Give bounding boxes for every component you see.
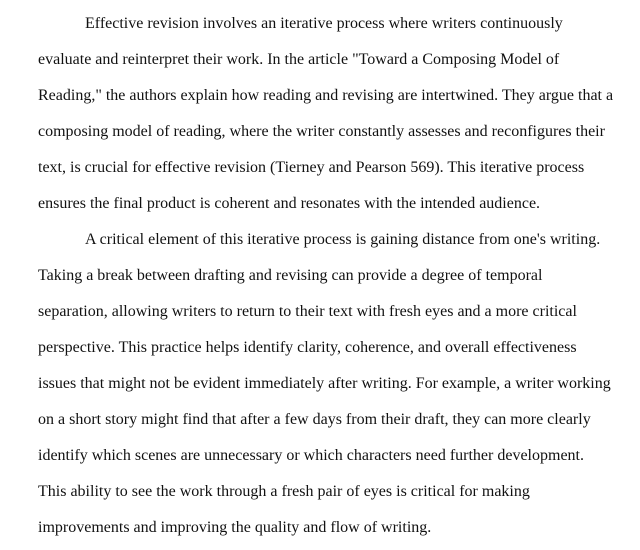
- text-line: A critical element of this iterative process is gaining distance from one's writing.: [85, 231, 601, 248]
- text-line: issues that might not be evident immediately after writing. For example, a writer working: [38, 375, 611, 392]
- text-line: text, is crucial for effective revision (Tierney and Pearson 569). This iterative process: [38, 159, 585, 176]
- text-line: This ability to see the work through a fresh pair of eyes is critical for making: [38, 483, 530, 500]
- paragraph-2: [38, 226, 634, 550]
- text-line: Effective revision involves an iterative process where writers continuously: [85, 15, 563, 32]
- text-line: separation, allowing writers to return to their text with fresh eyes and a more critical: [38, 303, 577, 320]
- paragraph-1: [38, 10, 634, 226]
- document-body: [38, 10, 634, 550]
- text-line: identify which scenes are unnecessary or which characters need further development.: [38, 447, 584, 464]
- text-line: perspective. This practice helps identify clarity, coherence, and overall effectiveness: [38, 339, 577, 356]
- text-line: improvements and improving the quality and flow of writing.: [38, 519, 432, 536]
- text-line: ensures the final product is coherent and resonates with the intended audience.: [38, 195, 541, 212]
- text-line: evaluate and reinterpret their work. In the article "Toward a Composing Model of: [38, 51, 560, 68]
- text-line: on a short story might find that after a few days from their draft, they can more clearly: [38, 411, 591, 428]
- text-line: Taking a break between drafting and revising can provide a degree of temporal: [38, 267, 543, 284]
- text-line: Reading," the authors explain how reading and revising are intertwined. They argue that a: [38, 87, 614, 104]
- text-line: composing model of reading, where the writer constantly assesses and reconfigures their: [38, 123, 605, 140]
